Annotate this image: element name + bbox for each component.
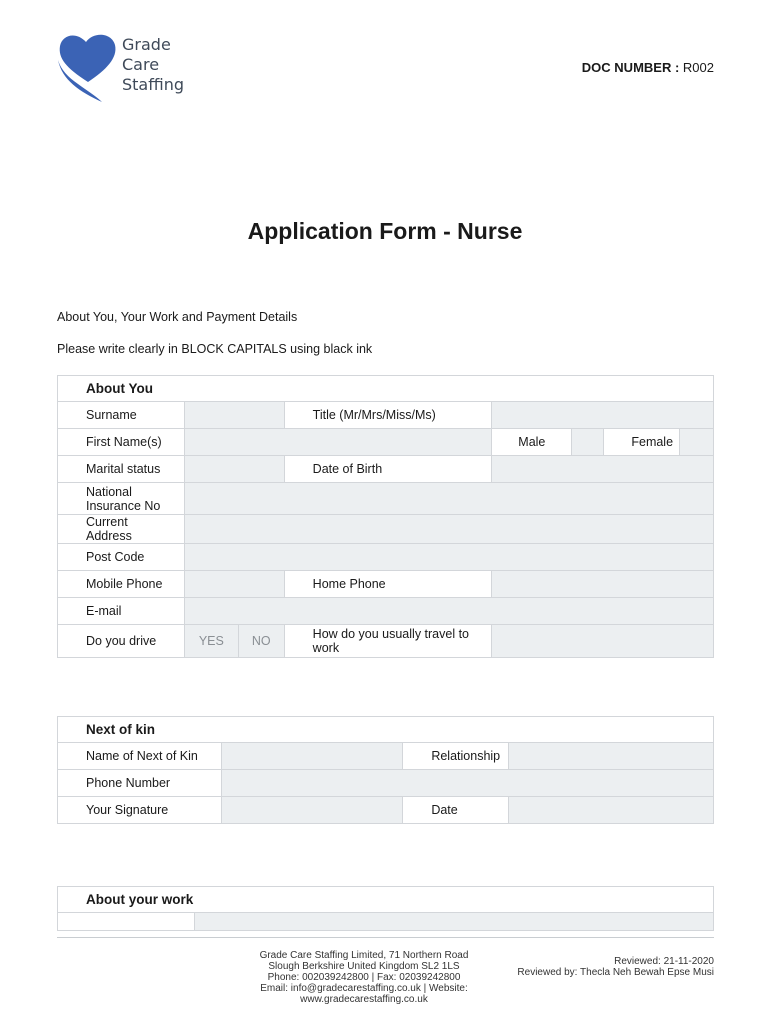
mobile-phone-label: Mobile Phone [58, 571, 185, 598]
first-names-label: First Name(s) [58, 429, 185, 456]
kin-phone-field[interactable] [222, 770, 714, 797]
heart-logo-icon [56, 30, 120, 104]
ni-field[interactable] [184, 483, 713, 515]
page-title: Application Form - Nurse [247, 218, 523, 244]
home-phone-label: Home Phone [284, 571, 492, 598]
date-label: Date [403, 797, 509, 824]
doc-number [582, 60, 714, 75]
intro-line-1: About You, Your Work and Payment Details [57, 310, 298, 324]
surname-label: Surname [58, 402, 185, 429]
dob-label: Date of Birth [284, 456, 492, 483]
about-work-row-label [58, 913, 195, 931]
logo-wordmark: Grade Care Staffing [122, 35, 184, 94]
current-address-field[interactable] [184, 515, 713, 544]
male-label: Male [492, 429, 572, 456]
next-of-kin-heading: Next of kin [58, 717, 714, 743]
travel-field[interactable] [492, 625, 714, 658]
doc-number-value: R002 [682, 60, 714, 75]
drive-no-option[interactable]: NO [238, 625, 284, 658]
drive-label: Do you drive [58, 625, 185, 658]
footer-company-info: Grade Care Staffing Limited, 71 Northern Road Slough Berkshire United Kingdom SL2 1LS Phone: 002039242800 | Fax: 02039242800 Email: info@gradecarestaffing.co.uk | Website: www.gradecarestaffing.co.uk [259, 950, 469, 1005]
footer-divider [57, 937, 714, 938]
kin-name-field[interactable] [222, 743, 403, 770]
ni-label: National Insurance No [58, 483, 185, 515]
relationship-label: Relationship [403, 743, 509, 770]
male-checkbox[interactable] [572, 429, 604, 456]
title-field[interactable] [492, 402, 714, 429]
company-logo [56, 30, 196, 104]
about-work-row-field[interactable] [194, 913, 713, 931]
drive-yes-option[interactable]: YES [184, 625, 238, 658]
relationship-field[interactable] [509, 743, 714, 770]
footer-review-info [517, 956, 714, 978]
female-checkbox[interactable] [680, 429, 714, 456]
female-label: Female [604, 429, 680, 456]
current-address-label: Current Address [58, 515, 185, 544]
date-field[interactable] [509, 797, 714, 824]
dob-field[interactable] [492, 456, 714, 483]
post-code-field[interactable] [184, 544, 713, 571]
signature-field[interactable] [222, 797, 403, 824]
marital-status-label: Marital status [58, 456, 185, 483]
about-work-heading: About your work [58, 887, 714, 913]
doc-number-label: DOC NUMBER : [581, 60, 680, 75]
home-phone-field[interactable] [492, 571, 714, 598]
surname-field[interactable] [184, 402, 284, 429]
kin-name-label: Name of Next of Kin [58, 743, 222, 770]
signature-label: Your Signature [58, 797, 222, 824]
post-code-label: Post Code [58, 544, 185, 571]
reviewed-by: Reviewed by: Thecla Neh Bewah Epse Musi [517, 967, 714, 978]
about-you-heading: About You [58, 376, 714, 402]
about-work-table [57, 886, 714, 931]
intro-line-2: Please write clearly in BLOCK CAPITALS using black ink [57, 342, 373, 356]
mobile-phone-field[interactable] [184, 571, 284, 598]
title-label: Title (Mr/Mrs/Miss/Ms) [284, 402, 492, 429]
email-field[interactable] [184, 598, 713, 625]
kin-phone-label: Phone Number [58, 770, 222, 797]
about-you-table [57, 375, 714, 658]
email-label: E-mail [58, 598, 185, 625]
next-of-kin-table [57, 716, 714, 824]
first-names-field[interactable] [184, 429, 492, 456]
marital-status-field[interactable] [184, 456, 284, 483]
travel-label: How do you usually travel to work [284, 625, 492, 658]
reviewed-date: Reviewed: 21-11-2020 [614, 956, 714, 967]
